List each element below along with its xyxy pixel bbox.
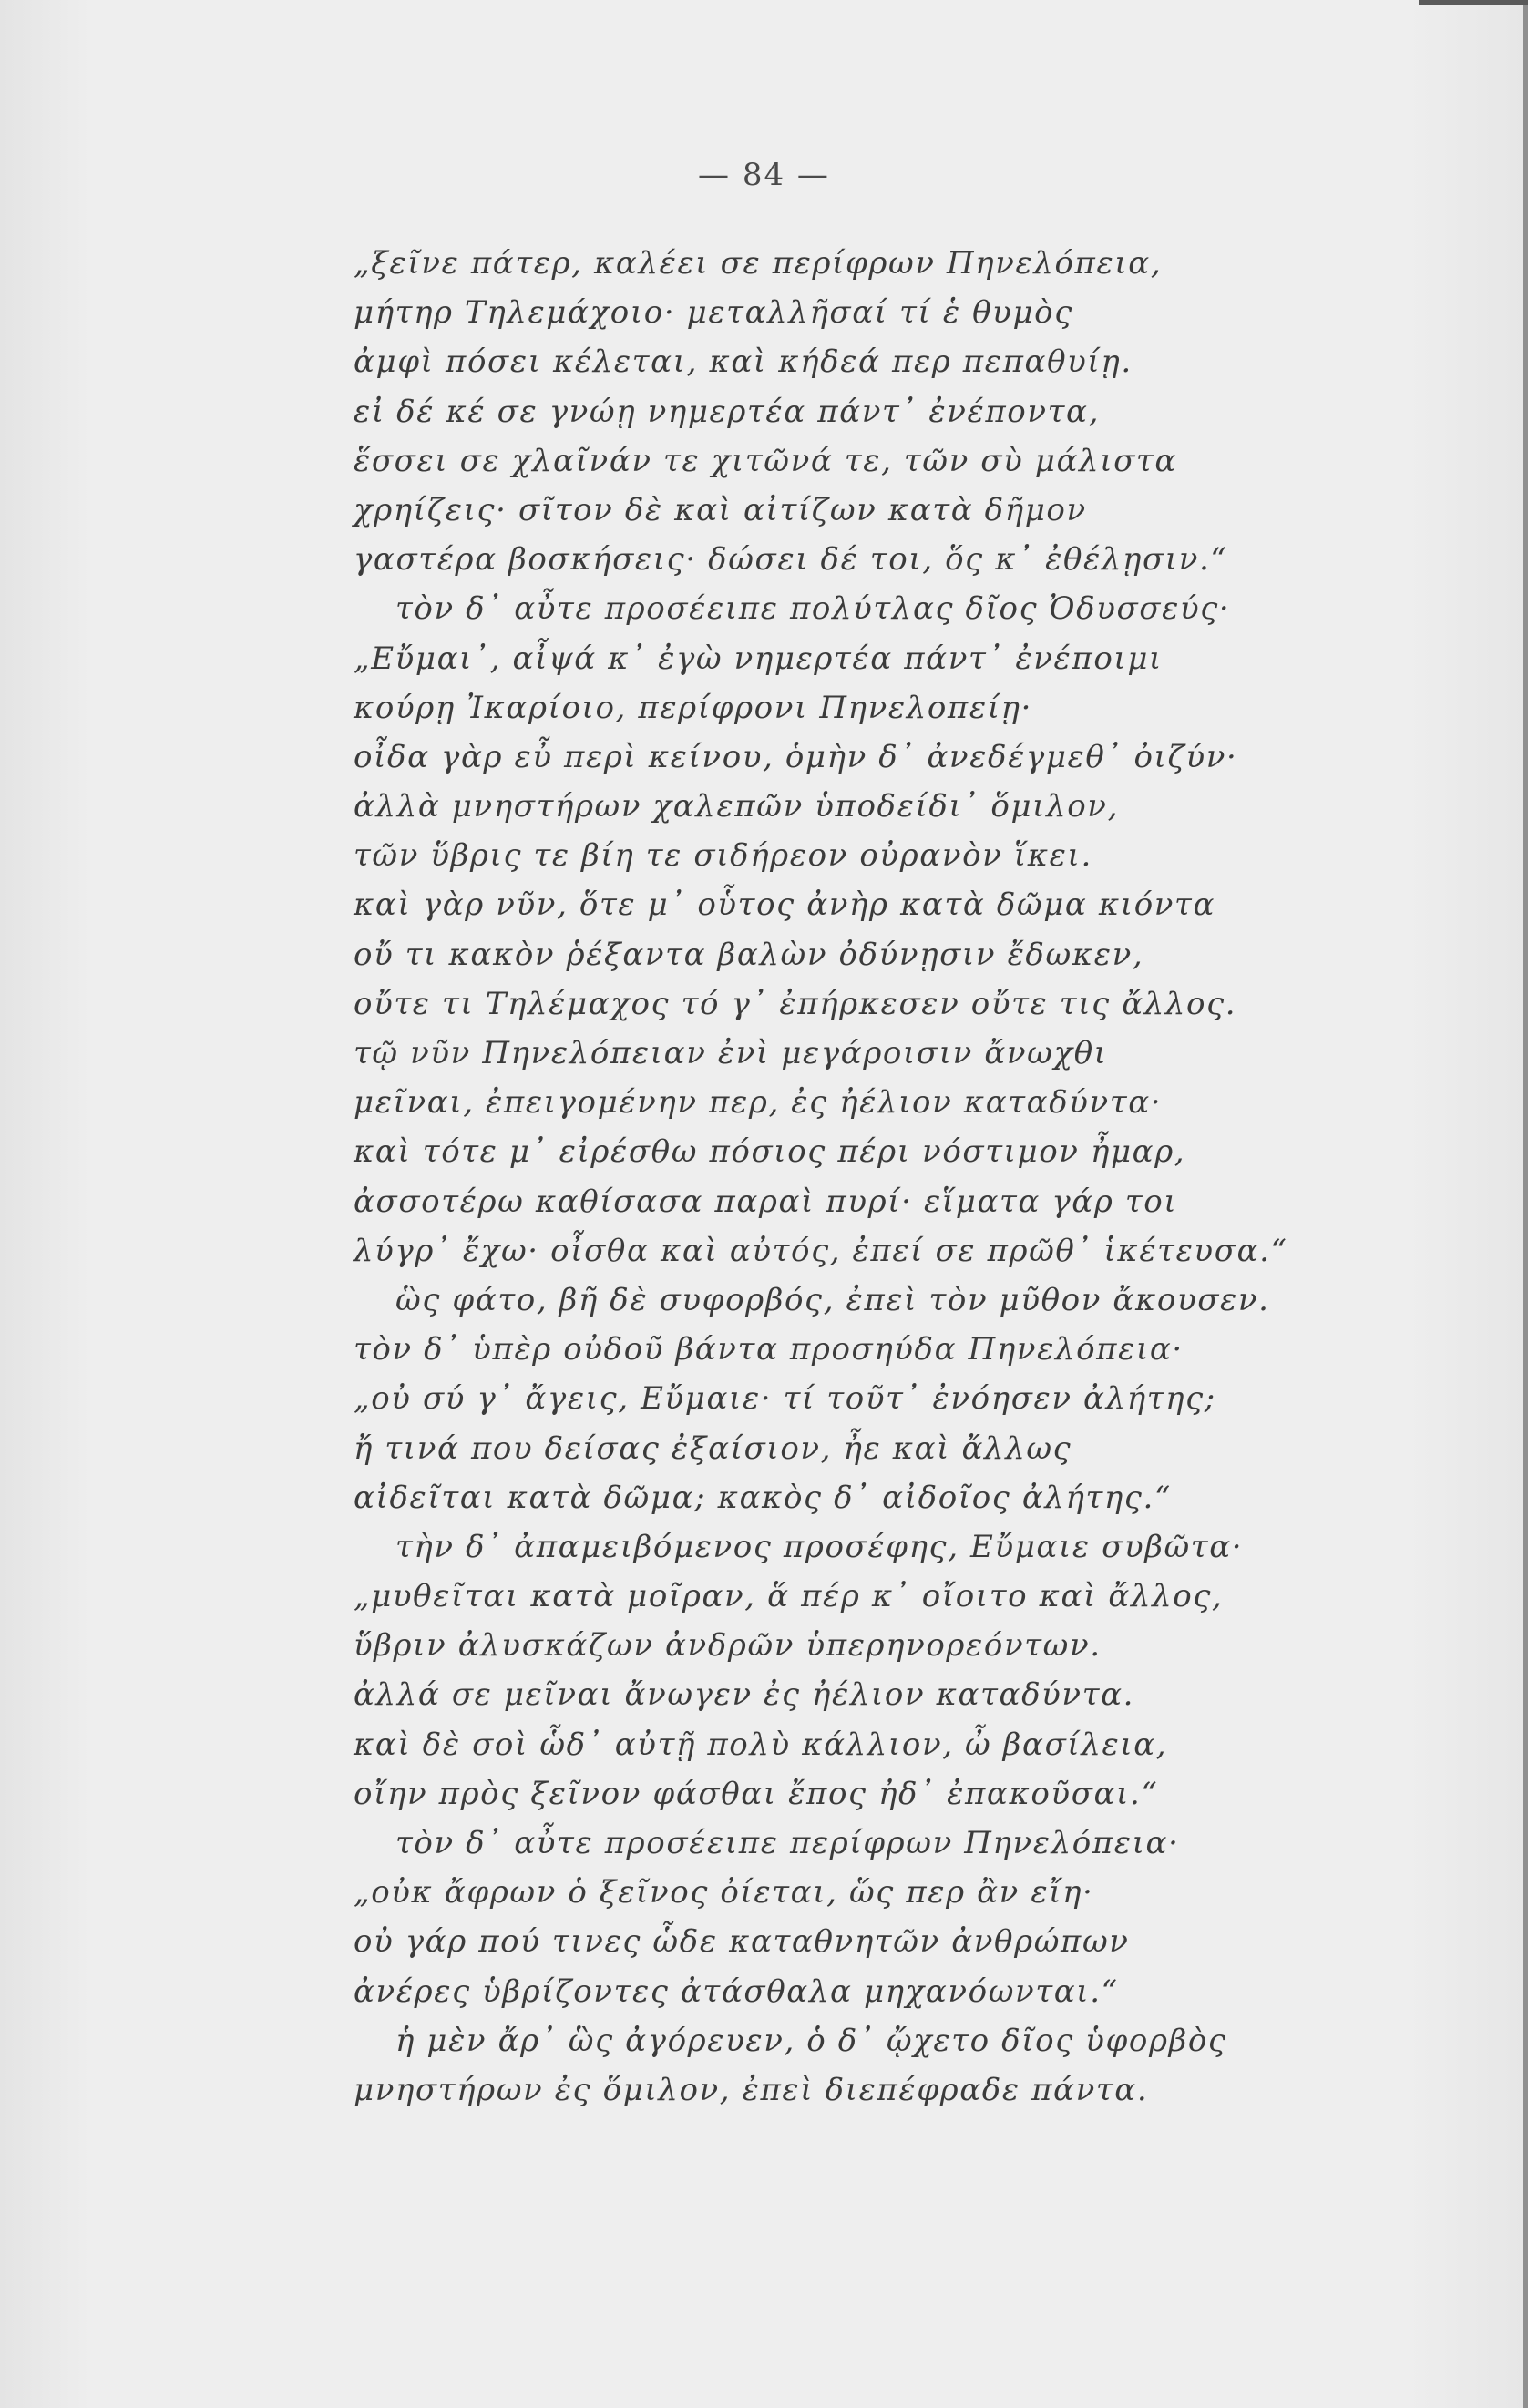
- verse-line: χρηίζεις· σῖτον δὲ καὶ αἰτίζων κατὰ δῆμον: [354, 491, 1087, 528]
- verse-text-block: [354, 239, 1338, 2115]
- verse-line: καὶ δὲ σοὶ ὧδ᾽ αὐτῇ πολὺ κάλλιον, ὦ βασίλεια,: [354, 1726, 1168, 1763]
- verse-line: ἕσσει σε χλαῖνάν τε χιτῶνά τε, τῶν σὺ μάλιστα: [354, 442, 1177, 479]
- verse-line: ἀνέρες ὑβρίζοντες ἀτάσθαλα μηχανόωνται.“: [354, 1973, 1119, 2010]
- verse-line: μήτηρ Τηλεμάχοιο· μεταλλῆσαί τί ἑ θυμὸς: [354, 294, 1073, 332]
- verse-line: τὸν δ᾽ αὖτε προσέειπε περίφρων Πηνελόπεια·: [395, 1825, 1180, 1861]
- verse-line: κούρῃ Ἰκαρίοιο, περίφρονι Πηνελοπείῃ·: [354, 689, 1033, 726]
- verse-line: τὸν δ᾽ ὑπὲρ οὐδοῦ βάντα προσηύδα Πηνελόπεια·: [354, 1331, 1184, 1368]
- verse-line: εἰ δέ κέ σε γνώῃ νημερτέα πάντ᾽ ἐνέποντα,: [354, 393, 1101, 430]
- verse-line: τῷ νῦν Πηνελόπειαν ἐνὶ μεγάροισιν ἄνωχθι: [354, 1035, 1108, 1071]
- verse-line: τῶν ὕβρις τε βίη τε σιδήρεον οὐρανὸν ἵκει.: [354, 837, 1092, 875]
- scan-edge-top: [1419, 0, 1528, 5]
- verse-line: „οὐκ ἄφρων ὁ ξεῖνος ὀίεται, ὥς περ ἂν εἴη·: [354, 1874, 1094, 1911]
- verse-line: ἀλλά σε μεῖναι ἄνωγεν ἐς ἠέλιον καταδύντα.: [354, 1676, 1135, 1714]
- verse-line: οὐ γάρ πού τινες ὧδε καταθνητῶν ἀνθρώπων: [354, 1923, 1130, 1961]
- verse-line: „ξεῖνε πάτερ, καλέει σε περίφρων Πηνελόπεια,: [354, 245, 1163, 282]
- verse-line: λύγρ᾽ ἔχω· οἶσθα καὶ αὐτός, ἐπεί σε πρῶθ᾽ ἱκέτευσα.“: [354, 1232, 1288, 1269]
- verse-line: ἤ τινά που δείσας ἐξαίσιον, ἦε καὶ ἄλλως: [354, 1429, 1072, 1467]
- verse-line: τὸν δ᾽ αὖτε προσέειπε πολύτλας δῖος Ὀδυσσεύς·: [395, 590, 1231, 628]
- page-number: — 84 —: [698, 157, 830, 193]
- scan-edge-right: [1523, 0, 1528, 2408]
- verse-line: τὴν δ᾽ ἀπαμειβόμενος προσέφης, Εὔμαιε συβῶτα·: [395, 1528, 1244, 1565]
- verse-line: ὕβριν ἀλυσκάζων ἀνδρῶν ὑπερηνορεόντων.: [354, 1627, 1102, 1665]
- verse-line: ἡ μὲν ἄρ᾽ ὣς ἀγόρευεν, ὁ δ᾽ ᾤχετο δῖος ὑφορβὸς: [395, 2022, 1227, 2059]
- verse-line: γαστέρα βοσκήσεις· δώσει δέ τοι, ὅς κ᾽ ἐθέλῃσιν.“: [354, 541, 1228, 579]
- verse-line: καὶ γὰρ νῦν, ὅτε μ᾽ οὗτος ἀνὴρ κατὰ δῶμα κιόντα: [354, 886, 1216, 924]
- verse-line: οὔ τι κακὸν ῥέξαντα βαλὼν ὀδύνῃσιν ἔδωκεν,: [354, 936, 1144, 973]
- verse-line: οἴην πρὸς ξεῖνον φάσθαι ἔπος ἠδ᾽ ἐπακοῦσαι.“: [354, 1775, 1159, 1812]
- verse-line: μνηστήρων ἐς ὅμιλον, ἐπεὶ διεπέφραδε πάντα.: [354, 2071, 1149, 2108]
- verse-line: οὔτε τι Τηλέμαχος τό γ᾽ ἐπήρκεσεν οὔτε τις ἄλλος.: [354, 985, 1237, 1022]
- verse-line: ἀσσοτέρω καθίσασα παραὶ πυρί· εἵματα γάρ τοι: [354, 1183, 1178, 1220]
- verse-line: „μυθεῖται κατὰ μοῖραν, ἅ πέρ κ᾽ οἴοιτο καὶ ἄλλος,: [354, 1578, 1224, 1615]
- verse-line: ἀλλὰ μνηστήρων χαλεπῶν ὑποδείδι᾽ ὅμιλον,: [354, 788, 1119, 825]
- verse-line: μεῖναι, ἐπειγομένην περ, ἐς ἠέλιον καταδύντα·: [354, 1084, 1163, 1122]
- verse-line: καὶ τότε μ᾽ εἰρέσθω πόσιος πέρι νόστιμον ἦμαρ,: [354, 1133, 1186, 1171]
- verse-line: „Εὔμαι᾽, αἶψά κ᾽ ἐγὼ νημερτέα πάντ᾽ ἐνέποιμι: [354, 640, 1163, 677]
- verse-line: „οὐ σύ γ᾽ ἄγεις, Εὔμαιε· τί τοῦτ᾽ ἐνόησεν ἀλήτης;: [354, 1380, 1216, 1418]
- verse-line: ἀμφὶ πόσει κέλεται, καὶ κήδεά περ πεπαθυίῃ.: [354, 343, 1133, 381]
- verse-line: ὣς φάτο, βῆ δὲ συφορβός, ἐπεὶ τὸν μῦθον ἄκουσεν.: [395, 1281, 1270, 1318]
- verse-line: οἶδα γὰρ εὖ περὶ κείνου, ὁμὴν δ᾽ ἀνεδέγμεθ᾽ ὀιζύν·: [354, 738, 1238, 775]
- verse-line: αἰδεῖται κατὰ δῶμα; κακὸς δ᾽ αἰδοῖος ἀλήτης.“: [354, 1479, 1172, 1516]
